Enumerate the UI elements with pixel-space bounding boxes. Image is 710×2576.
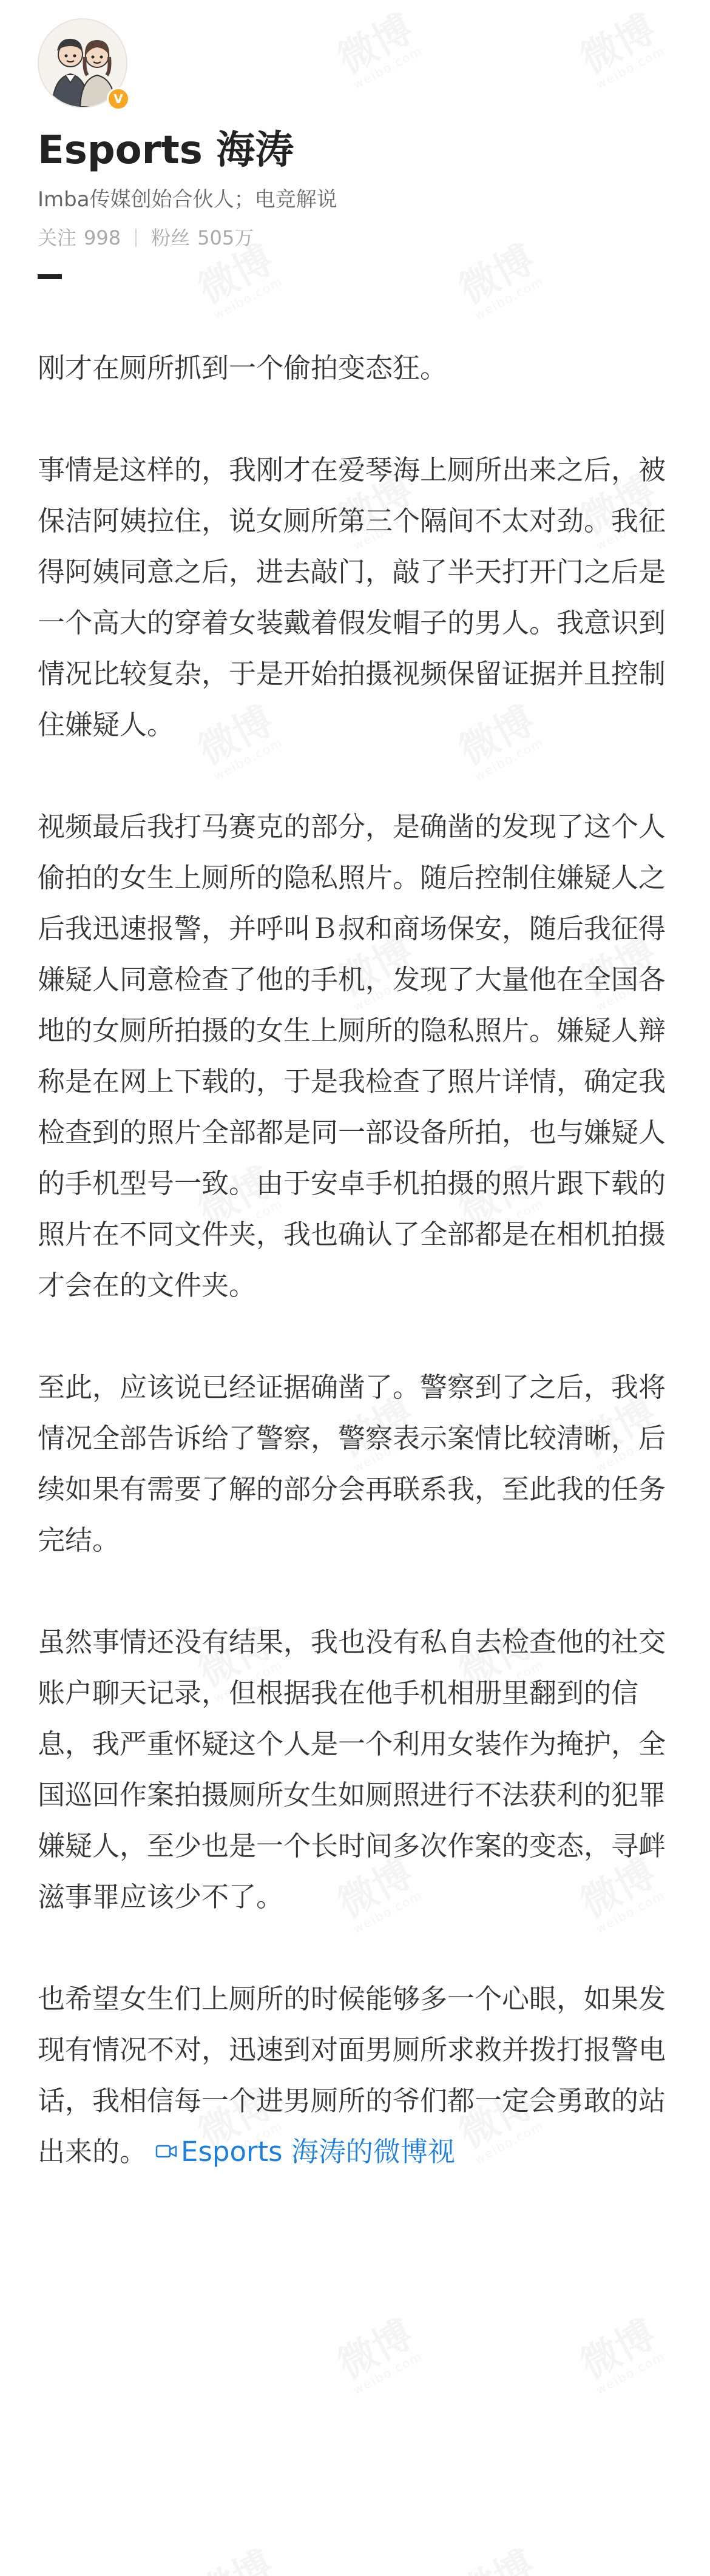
profile-name[interactable]: Esports 海涛 xyxy=(38,128,294,173)
fans-label: 粉丝 xyxy=(151,226,191,249)
profile-stats xyxy=(38,224,675,251)
fans-stat[interactable] xyxy=(151,224,254,251)
weibo-watermark-sub xyxy=(211,274,285,322)
video-icon xyxy=(155,2143,177,2160)
stats-divider xyxy=(135,229,137,247)
post-paragraph: 事情是这样的，我刚才在爱琴海上厕所出来之后，被保洁阿姨拉住，说女厕所第三个隔间不太对劲。我征得阿姨同意之后，进去敲门，敲了半天打开门之后是一个高大的穿着女装戴着假发帽子的男人。我意识到情况比较复杂，于是开始拍摄视频保留证据并且控制住嫌疑人。 xyxy=(38,454,666,741)
weibo-watermark-main xyxy=(192,2545,279,2576)
following-label: 关注 xyxy=(38,226,77,249)
profile-bio: Imba传媒创始合伙人；电竞解说 xyxy=(38,187,337,212)
post-paragraph: 虽然事情还没有结果，我也没有私自去检查他的社交账户聊天记录，但根据我在他手机相册里翻到的信息，我严重怀疑这个人是一个利用女装作为掩护，全国巡回作案拍摄厕所女生如厕照进行不法获利的犯罪嫌疑人，至少也是一个长时间多次作案的变态，寻衅滋事罪应该少不了。 xyxy=(38,1626,666,1913)
profile-header xyxy=(38,18,675,279)
weibo-watermark xyxy=(192,2545,285,2576)
following-stat[interactable] xyxy=(38,224,121,251)
weibo-watermark-main xyxy=(332,2315,419,2385)
following-count: 998 xyxy=(84,226,121,249)
video-link-label[interactable]: Esports 海涛的微博视 xyxy=(181,2136,455,2168)
weibo-watermark-main xyxy=(575,2315,661,2385)
video-link[interactable] xyxy=(147,2136,455,2168)
weibo-watermark-main xyxy=(453,2545,540,2576)
weibo-watermark-sub xyxy=(350,2348,425,2397)
weibo-watermark-sub xyxy=(593,2348,668,2397)
weibo-watermark xyxy=(453,2545,546,2576)
fans-count: 505万 xyxy=(197,226,254,249)
post-body xyxy=(38,343,675,2228)
post-paragraph: 视频最后我打马赛克的部分，是确凿的发现了这个人偷拍的女生上厕所的隐私照片。随后控制住嫌疑人之后我迅速报警，并呼叫Ｂ叔和商场保安，随后我征得嫌疑人同意检查了他的手机，发现了大量他在全国各地的女厕所拍摄的女生上厕所的隐私照片。嫌疑人辩称是在网上下载的，于是我检查了照片详情，确定我检查到的照片全部都是同一部设备所拍，也与嫌疑人的手机型号一致。由于安卓手机拍摄的照片跟下载的照片在不同文件夹，我也确认了全部都是在相机拍摄才会在的文件夹。 xyxy=(38,811,666,1301)
avatar-container[interactable] xyxy=(38,18,127,108)
weibo-watermark xyxy=(575,2315,668,2397)
post-paragraph-last xyxy=(38,1974,675,2177)
section-divider xyxy=(38,274,62,279)
post-paragraph: 至此，应该说已经证据确凿了。警察到了之后，我将情况全部告诉给了警察，警察表示案情比较清晰，后续如果有需要了解的部分会再联系我，至此我的任务完结。 xyxy=(38,1371,666,1556)
weibo-watermark-sub xyxy=(472,274,546,322)
weibo-watermark xyxy=(332,2315,425,2397)
post-paragraph: 刚才在厕所抓到一个偷拍变态狂。 xyxy=(38,352,448,384)
verified-v-badge-icon: V xyxy=(107,87,130,110)
post-paragraph-text: 也希望女生们上厕所的时候能够多一个心眼，如果发现有情况不对，迅速到对面男厕所求救并拨打报警电话，我相信每一个进男厕所的爷们都一定会勇敢的站出来的。 xyxy=(38,1983,666,2168)
